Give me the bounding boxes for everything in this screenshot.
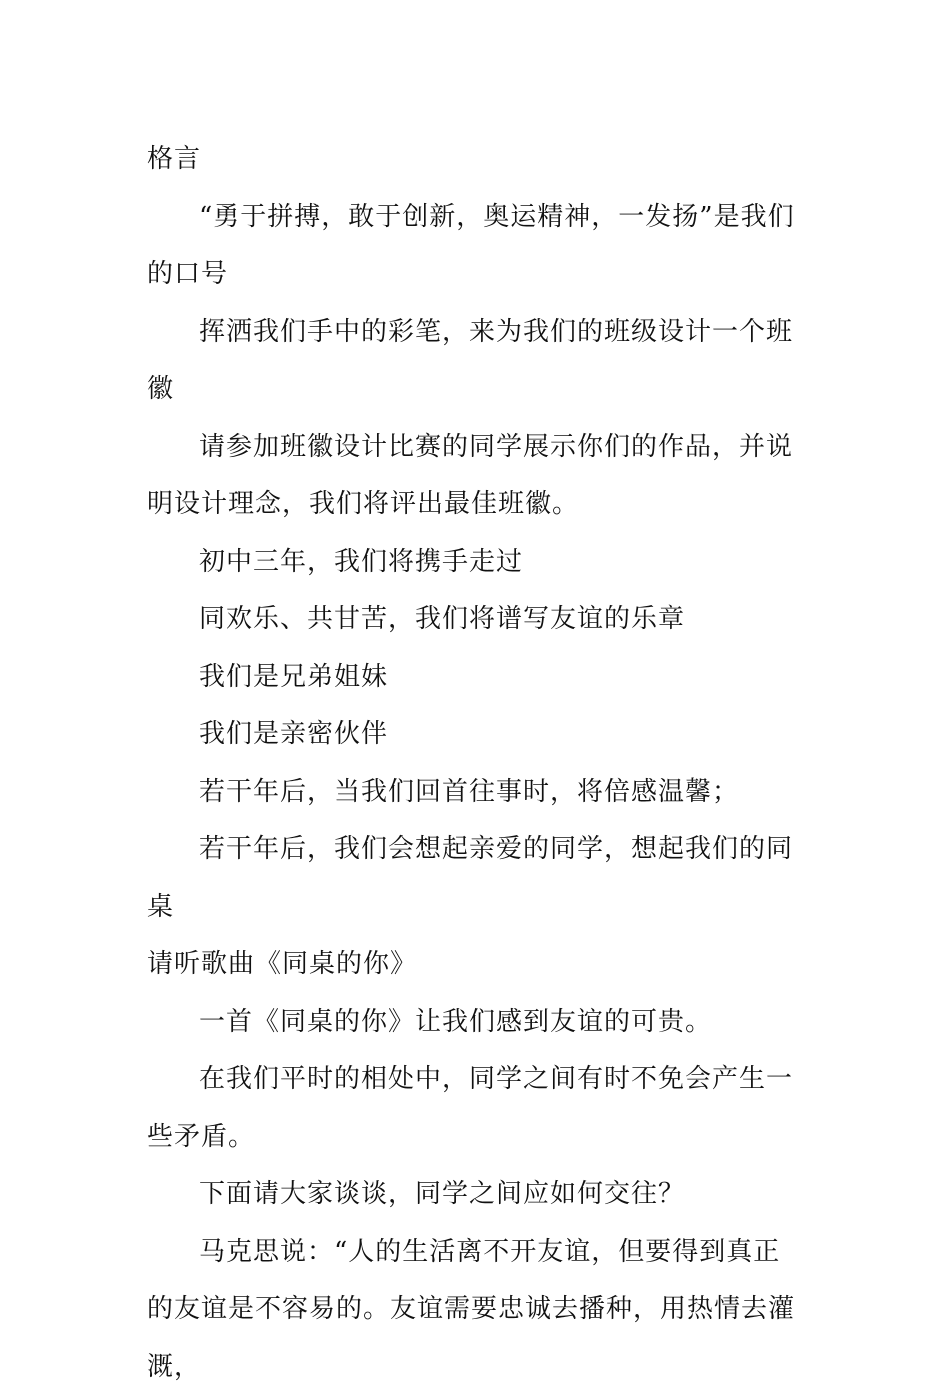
paragraph-slogan: “勇于拼搏，敢于创新，奥运精神，一发扬”是我们的口号 [147, 189, 807, 304]
paragraph-looking-back: 若干年后，当我们回首往事时，将倍感温馨； [147, 764, 807, 822]
paragraph-remember-classmates: 若干年后，我们会想起亲爱的同学，想起我们的同桌 [147, 821, 807, 936]
paragraph-song-reflection: 一首《同桌的你》让我们感到友谊的可贵。 [147, 994, 807, 1052]
paragraph-siblings: 我们是兄弟姐妹 [147, 649, 807, 707]
paragraph-badge-design: 挥洒我们手中的彩笔，来为我们的班级设计一个班徽 [147, 304, 807, 419]
paragraph-conflicts: 在我们平时的相处中，同学之间有时不免会产生一些矛盾。 [147, 1051, 807, 1166]
paragraph-badge-contest: 请参加班徽设计比赛的同学展示你们的作品，并说明设计理念，我们将评出最佳班徽。 [147, 419, 807, 534]
paragraph-partners: 我们是亲密伙伴 [147, 706, 807, 764]
paragraph-friendship-chapter: 同欢乐、共甘苦，我们将谱写友谊的乐章 [147, 591, 807, 649]
paragraph-discussion: 下面请大家谈谈，同学之间应如何交往？ [147, 1166, 807, 1224]
paragraph-marx-quote: 马克思说：“人的生活离不开友谊，但要得到真正的友谊是不容易的。友谊需要忠诚去播种，用热情去灌溉， [147, 1224, 807, 1396]
paragraph-song-intro: 请听歌曲《同桌的你》 [147, 936, 807, 994]
paragraph-motto-heading: 格言 [147, 131, 807, 189]
document-body [147, 131, 807, 1396]
paragraph-three-years: 初中三年，我们将携手走过 [147, 534, 807, 592]
